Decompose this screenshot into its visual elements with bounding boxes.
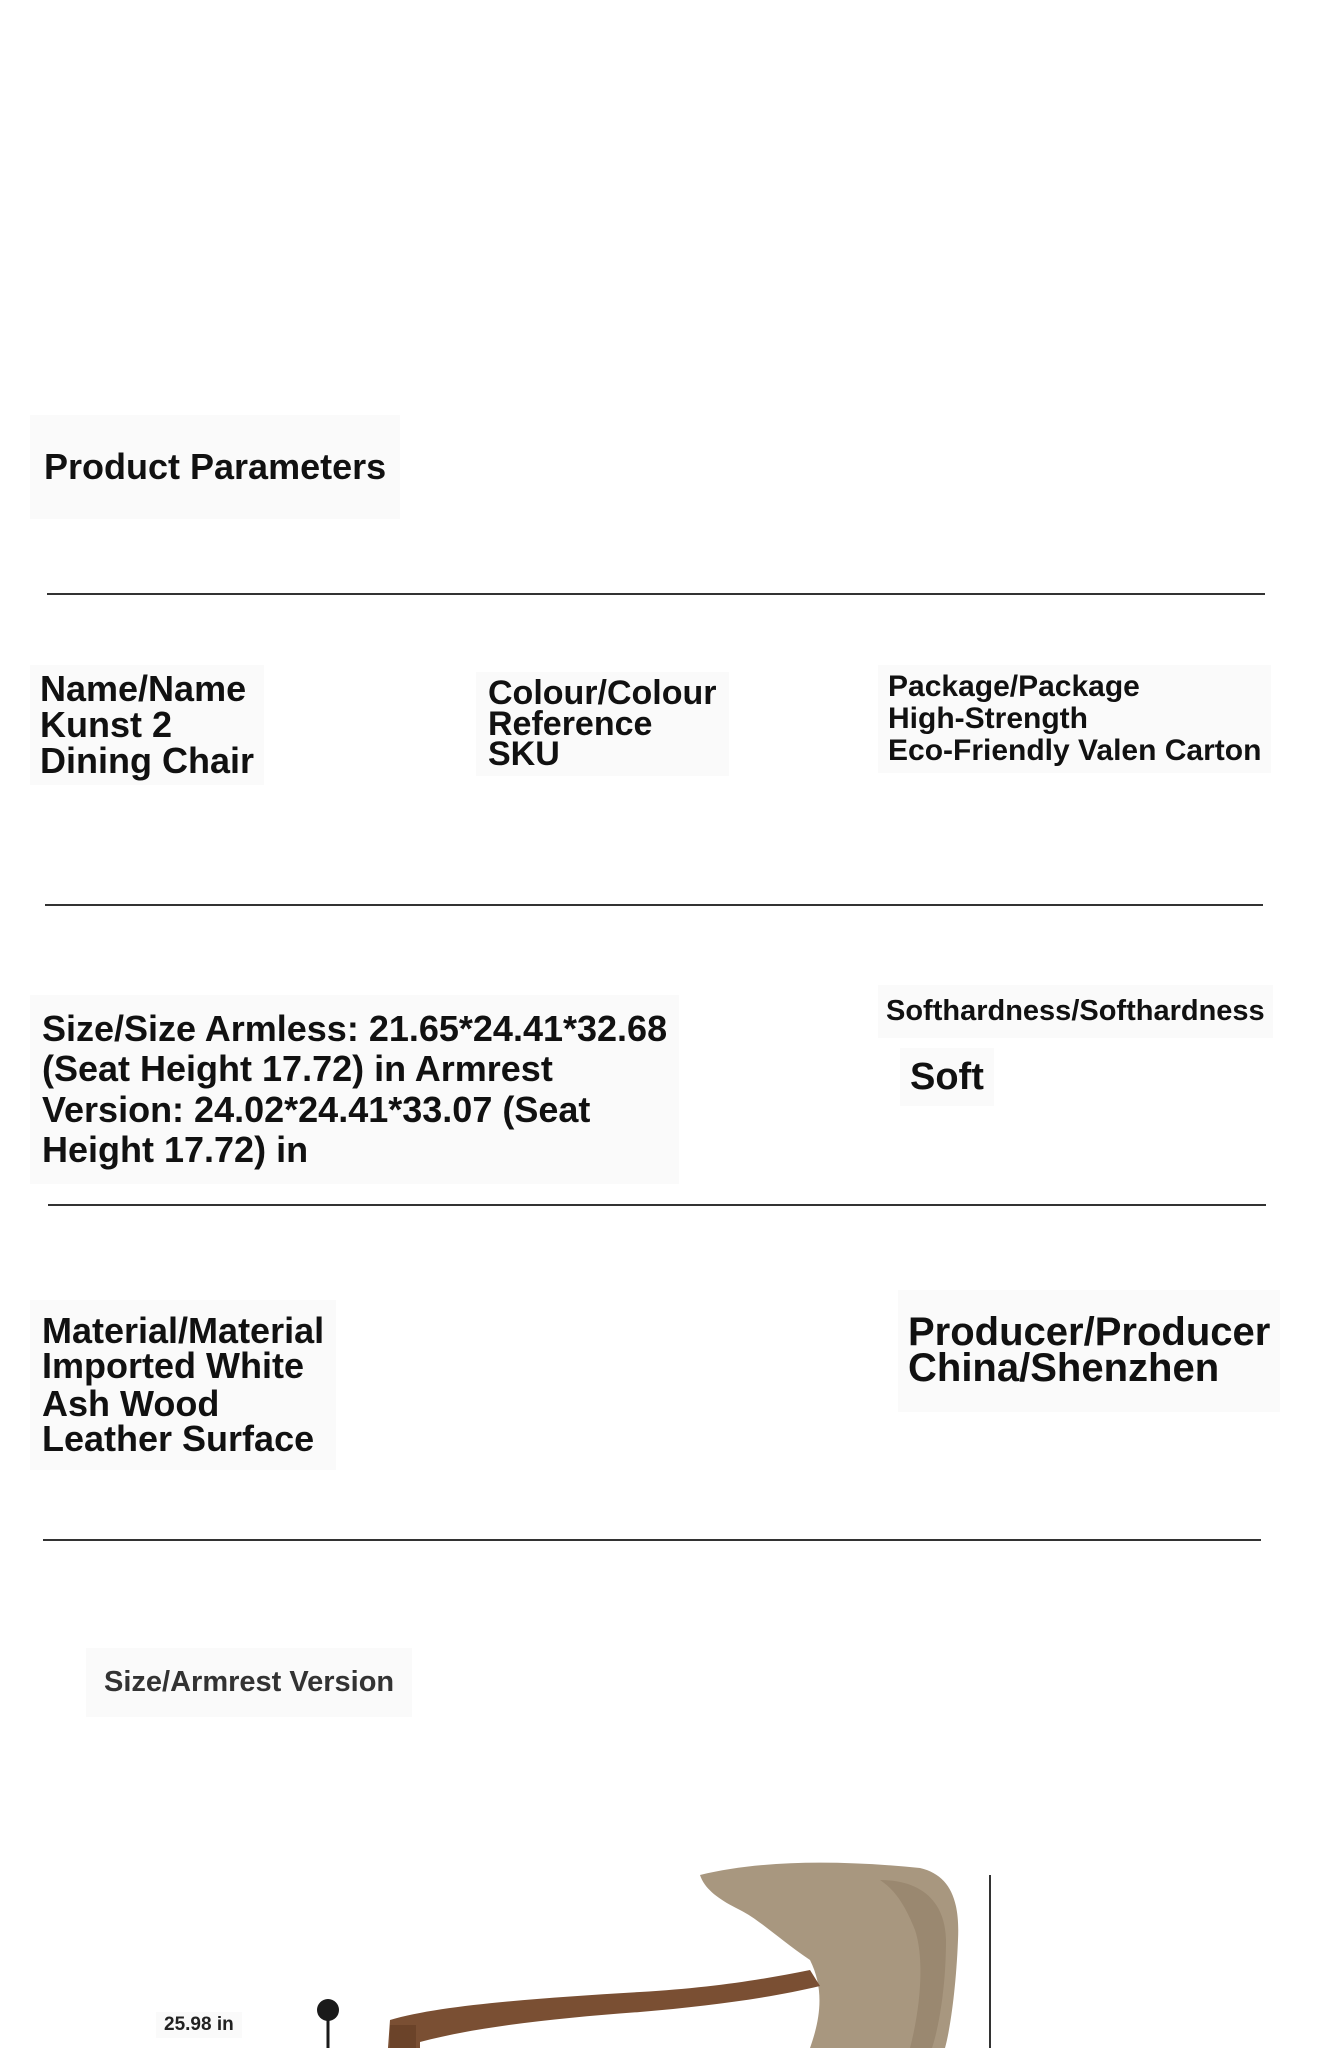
param-size-line-2: (Seat Height 17.72) in Armrest <box>42 1048 553 1090</box>
param-package-label: Package/Package <box>888 670 1140 703</box>
param-size <box>30 995 679 1184</box>
param-material-label: Material/Material <box>42 1310 325 1351</box>
param-softhardness-label <box>878 985 1273 1038</box>
param-material-value-3: Leather Surface <box>42 1417 315 1459</box>
chair-front-leg <box>390 2025 416 2048</box>
param-name-value-1: Kunst 2 <box>40 704 173 745</box>
param-colour-value-2: SKU <box>488 735 560 774</box>
divider-3 <box>48 1204 1266 1206</box>
param-size-line-4: Height 17.72) in <box>42 1128 309 1170</box>
param-package-value-1: High-Strength <box>888 702 1088 736</box>
diagram-heading-text: Size/Armrest Version <box>104 1666 395 1698</box>
param-size-line-1: Size/Size Armless: 21.65*24.41*32.68 <box>42 1008 668 1049</box>
param-name-value-2: Dining Chair <box>40 740 254 781</box>
diagram-heading <box>86 1648 412 1717</box>
page-title <box>30 415 400 519</box>
param-material-value-2: Ash Wood <box>42 1383 220 1425</box>
param-name-label: Name/Name <box>40 668 247 709</box>
param-name <box>30 665 264 785</box>
param-producer <box>898 1290 1280 1412</box>
chair-armrest <box>388 1970 820 2048</box>
param-package-value-2: Eco-Friendly Valen Carton <box>888 734 1262 768</box>
softhardness-label-text: Softhardness/Softhardness <box>886 995 1265 1027</box>
chair-image <box>120 1820 1020 2048</box>
param-colour <box>476 672 729 776</box>
param-producer-value: China/Shenzhen <box>908 1346 1220 1390</box>
divider-2 <box>45 904 1263 906</box>
param-package <box>878 665 1271 773</box>
param-softhardness-value <box>900 1048 994 1106</box>
param-colour-value-1: Reference <box>488 704 653 743</box>
param-material <box>30 1300 336 1470</box>
param-material-value-1: Imported White <box>42 1344 304 1386</box>
page-title-text: Product Parameters <box>44 446 387 487</box>
param-size-line-3: Version: 24.02*24.41*33.07 (Seat <box>42 1088 591 1130</box>
dimension-label-text: 25.98 in <box>164 2014 234 2035</box>
divider-4 <box>43 1539 1261 1541</box>
param-producer-label: Producer/Producer <box>908 1310 1271 1354</box>
divider-1 <box>47 593 1265 595</box>
param-colour-label: Colour/Colour <box>488 674 717 712</box>
dimension-label <box>156 2012 242 2038</box>
softhardness-value-text: Soft <box>910 1056 984 1098</box>
